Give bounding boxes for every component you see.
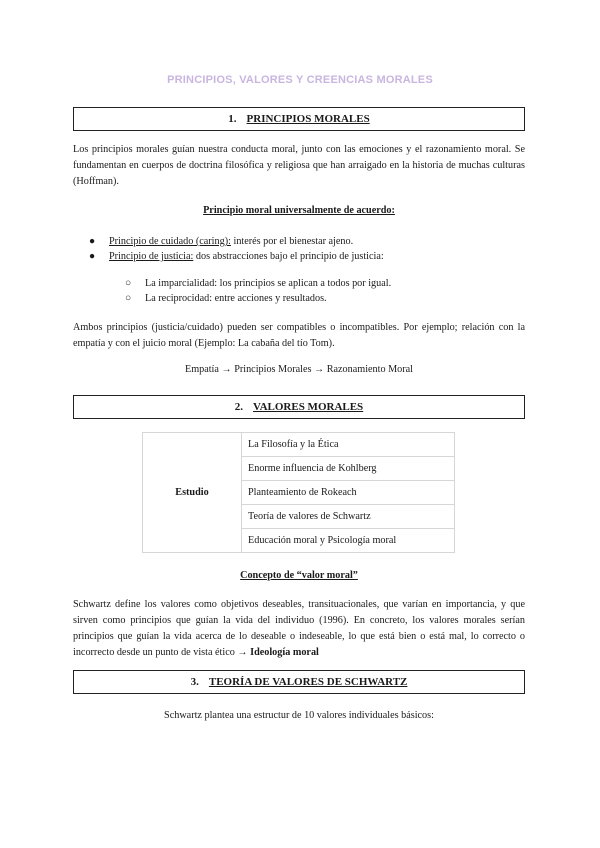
ideologia-moral: Ideología moral xyxy=(250,647,319,658)
sub-item-text: La imparcialidad: los principios se aplican a todos por igual. xyxy=(145,278,392,289)
section-1-header xyxy=(73,107,525,131)
study-label: Estudio xyxy=(143,433,242,553)
section-2-number: 2. xyxy=(234,401,244,413)
study-item: Enorme influencia de Kohlberg xyxy=(242,457,455,481)
table-row xyxy=(143,433,455,457)
circle-bullet-icon: ○ xyxy=(125,293,132,304)
section-1-number: 1. xyxy=(228,113,237,125)
list-item xyxy=(89,234,384,249)
section-1-subheading: Principio moral universalmente de acuerdo: xyxy=(203,205,395,216)
principle-term: Principio de cuidado (caring): xyxy=(109,236,231,247)
principles-list xyxy=(89,234,384,264)
section-2-title: VALORES MORALES xyxy=(253,401,364,413)
section-3-header xyxy=(73,670,525,694)
justice-sub-list xyxy=(125,276,392,306)
list-item xyxy=(125,291,391,306)
study-item: Planteamiento de Rokeach xyxy=(242,481,455,505)
bullet-icon: ● xyxy=(89,251,96,262)
section-3-number: 3. xyxy=(190,676,199,688)
study-item: Teoría de valores de Schwartz xyxy=(242,505,455,529)
section-3-intro: Schwartz plantea una estructur de 10 valores individuales básicos: xyxy=(164,710,434,721)
section-3-title: TEORÍA DE VALORES DE SCHWARTZ xyxy=(208,676,408,688)
section-2-subheading: Concepto de “valor moral” xyxy=(240,570,358,581)
principle-desc: dos abstracciones bajo el principio de justicia: xyxy=(193,251,384,262)
list-item xyxy=(125,276,392,291)
principle-term: Principio de justicia: xyxy=(109,251,194,262)
valor-definition: Schwartz define los valores como objetivos deseables, transituacionales, que varían en importancia, y que sirven como principios que guían la vida del individuo (1996). En concreto, los valores morales serían principios que guían la vida acerca de lo deseable o indeseable, lo que está bien o está mal, lo correcto o incorrecto desde un punto de vista ético → xyxy=(73,599,525,658)
bullet-icon: ● xyxy=(89,236,96,247)
page-title: PRINCIPIOS, VALORES Y CREENCIAS MORALES xyxy=(167,74,433,86)
study-item: La Filosofía y la Ética xyxy=(242,433,455,457)
sub-item-text: La reciprocidad: entre acciones y resultados. xyxy=(145,293,327,304)
flow-line: Empatía → Principios Morales → Razonamiento Moral xyxy=(184,364,414,375)
principle-desc: interés por el bienestar ajeno. xyxy=(230,236,354,247)
study-item: Educación moral y Psicología moral xyxy=(242,529,455,553)
section-1-intro: Los principios morales guían nuestra conducta moral, junto con las emociones y el razonamiento moral. Se fundamentan en cuerpos de doctrina filosófica y religiosa que han arraigado en la historia de muchas culturas (Hoffman). xyxy=(73,144,525,187)
list-item xyxy=(89,249,384,264)
study-table xyxy=(142,432,455,553)
section-1-closing: Ambos principios (justicia/cuidado) pueden ser compatibles o incompatibles. Por ejemplo; relación con la empatía y con el juicio moral (Ejemplo: La cabaña del tío Tom). xyxy=(73,322,525,349)
section-2-header xyxy=(73,395,525,419)
circle-bullet-icon: ○ xyxy=(125,278,132,289)
section-1-title: PRINCIPIOS MORALES xyxy=(246,113,370,125)
section-2-paragraph xyxy=(73,597,525,661)
